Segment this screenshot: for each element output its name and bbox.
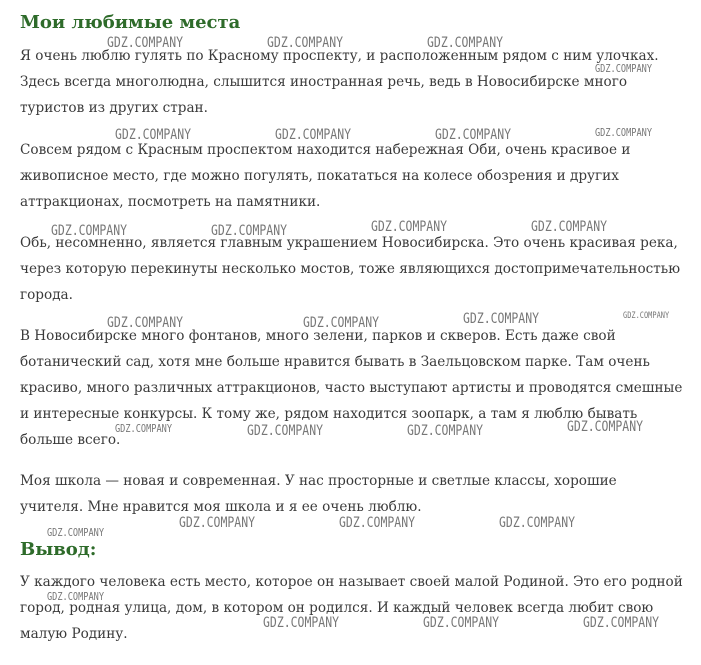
paragraph-parks-fountains: В Новосибирске много фонтанов, много зелени, парков и скверов. Есть даже свой ботанический сад, хотя мне больше нравится бывать в Заельцовском парке. Там очень красиво, много различных аттракционов, часто выступают артисты и проводятся смешные и интересные конкурсы. К тому же, рядом находится зоопарк, а там я люблю бывать больше всего.: [20, 328, 683, 448]
watermark: GDZ.COMPANY: [427, 35, 504, 51]
watermark: GDZ.COMPANY: [339, 515, 416, 531]
paragraph-krasny-prospekt: Я очень люблю гулять по Красному проспекту, и расположенным рядом с ним улочках. Здесь всегда многолюдна, слышится иностранная речь, ведь в Новосибирске много туристов из других стран.: [20, 48, 659, 116]
watermark: GDZ.COMPANY: [531, 219, 608, 235]
watermark: GDZ.COMPANY: [115, 127, 192, 143]
paragraph-conclusion: У каждого человека есть место, которое он называет своей малой Родиной. Это его родной город, родная улица, дом, в котором он родился. И каждый человек всегда любит свою малую Родину.: [20, 574, 683, 642]
heading-favorite-places: Мои любимые места: [20, 12, 241, 33]
watermark: GDZ.COMPANY: [267, 35, 344, 51]
paragraph-school: Моя школа — новая и современная. У нас просторные и светлые классы, хорошие учителя. Мне нравится моя школа и я ее очень люблю.: [20, 473, 617, 515]
watermark: GDZ.COMPANY: [595, 63, 653, 75]
watermark: GDZ.COMPANY: [211, 223, 288, 239]
watermark: GDZ.COMPANY: [47, 527, 105, 539]
watermark: GDZ.COMPANY: [115, 423, 173, 435]
watermark: GDZ.COMPANY: [623, 311, 670, 321]
watermark: GDZ.COMPANY: [47, 591, 105, 603]
paragraph-ob-river: Обь, несомненно, является главным украшением Новосибирска. Это очень красивая река, через которую перекинуты несколько мостов, тоже являющихся достопримечательностью города.: [20, 235, 681, 303]
watermark: GDZ.COMPANY: [179, 515, 256, 531]
watermark: GDZ.COMPANY: [371, 219, 448, 235]
watermark: GDZ.COMPANY: [463, 311, 540, 327]
watermark: GDZ.COMPANY: [423, 615, 500, 631]
watermark: GDZ.COMPANY: [595, 127, 653, 139]
watermark: GDZ.COMPANY: [583, 615, 660, 631]
watermark: GDZ.COMPANY: [407, 423, 484, 439]
watermark: GDZ.COMPANY: [275, 127, 352, 143]
watermark: GDZ.COMPANY: [567, 419, 644, 435]
paragraph-ob-embankment: Совсем рядом с Красным проспектом находится набережная Оби, очень красивое и живописное место, где можно погулять, покататься на колесе обозрения и других аттракционах, посмотреть на памятники.: [20, 142, 631, 210]
watermark: GDZ.COMPANY: [107, 35, 184, 51]
watermark: GDZ.COMPANY: [107, 315, 184, 331]
watermark: GDZ.COMPANY: [303, 315, 380, 331]
watermark: GDZ.COMPANY: [499, 515, 576, 531]
watermark: GDZ.COMPANY: [247, 423, 324, 439]
heading-conclusion: Вывод:: [20, 539, 97, 560]
watermark: GDZ.COMPANY: [263, 615, 340, 631]
watermark: GDZ.COMPANY: [435, 127, 512, 143]
watermark: GDZ.COMPANY: [51, 223, 128, 239]
